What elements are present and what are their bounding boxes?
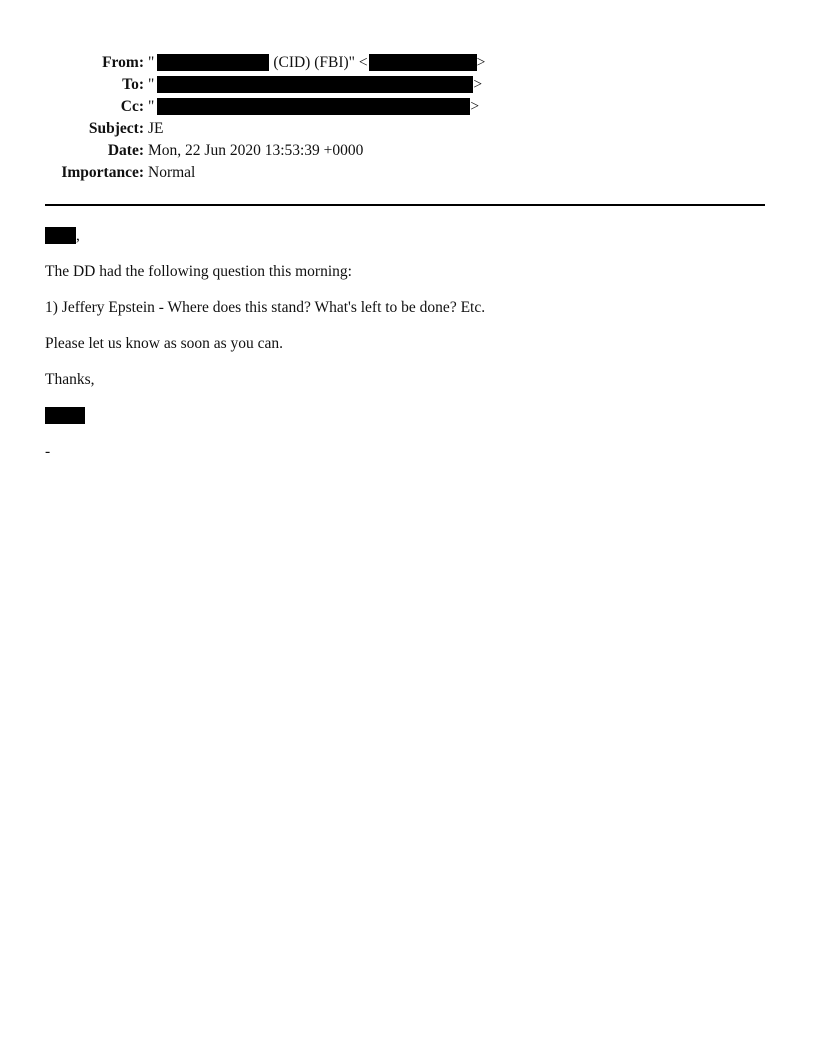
to-value [148, 74, 482, 96]
email-header [0, 52, 816, 184]
cc-row [0, 96, 816, 118]
redaction-block [45, 407, 85, 424]
subject-label: Subject: [88, 120, 144, 137]
importance-value: Normal [148, 164, 196, 181]
email-body [45, 226, 765, 478]
from-quote: " [148, 54, 155, 71]
body-paragraph: Please let us know as soon as you can. [45, 335, 284, 352]
greeting [45, 226, 765, 262]
redaction-block [45, 227, 76, 244]
header-divider [45, 204, 765, 206]
redaction-block [157, 76, 473, 93]
redaction-block [157, 98, 470, 115]
redaction-block [157, 54, 269, 71]
subject-row [0, 118, 816, 140]
from-row [0, 52, 816, 74]
from-middle-text: (CID) (FBI)" < [273, 54, 368, 71]
body-paragraph: The DD had the following question this morning: [45, 263, 352, 280]
signature [45, 406, 765, 442]
subject-value: JE [148, 120, 164, 137]
importance-row [0, 162, 816, 184]
from-label: From: [102, 54, 144, 71]
body-paragraph: 1) Jeffery Epstein - Where does this stand? What's left to be done? Etc. [45, 299, 486, 316]
date-value: Mon, 22 Jun 2020 13:53:39 +0000 [148, 142, 364, 159]
from-close: > [476, 54, 486, 71]
cc-label: Cc: [120, 98, 144, 115]
cc-value [148, 96, 479, 118]
cc-quote: " [148, 98, 155, 115]
to-row [0, 74, 816, 96]
greeting-comma: , [76, 227, 80, 244]
trailing-mark: - [45, 443, 51, 460]
to-quote: " [148, 76, 155, 93]
to-label: To: [122, 76, 144, 93]
from-value [148, 52, 485, 74]
date-label: Date: [107, 142, 144, 159]
to-close: > [473, 76, 483, 93]
sign-off: Thanks, [45, 371, 95, 388]
redaction-block [369, 54, 477, 71]
cc-close: > [470, 98, 480, 115]
importance-label: Importance: [61, 164, 144, 181]
date-row [0, 140, 816, 162]
